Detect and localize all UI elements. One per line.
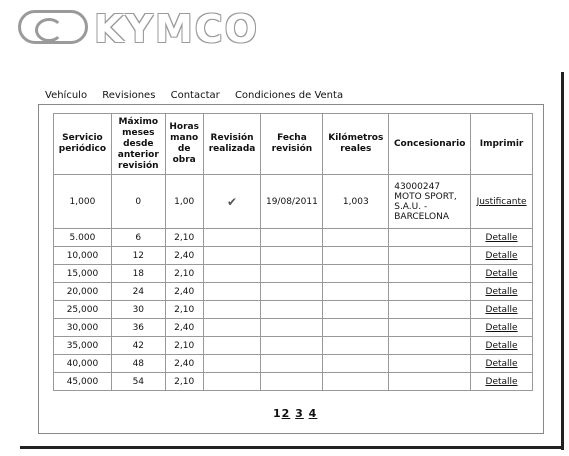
cell-imprimir <box>471 265 533 283</box>
conc-code: 43000247 <box>394 181 441 192</box>
cell-km <box>323 265 389 283</box>
cell-meses: 0 <box>111 175 165 229</box>
cell-fecha <box>261 247 323 265</box>
page-edge-bottom <box>20 446 564 449</box>
page-current: 1 <box>273 407 282 420</box>
detalle-link[interactable]: Detalle <box>485 286 518 297</box>
table-row <box>54 247 533 265</box>
cell-horas: 1,00 <box>165 175 203 229</box>
cell-revision <box>203 355 261 373</box>
cell-revision <box>203 265 261 283</box>
cell-horas: 2,10 <box>165 301 203 319</box>
checkmark-icon: ✔ <box>227 194 238 209</box>
cell-concesionario <box>389 229 471 247</box>
table-row <box>54 229 533 247</box>
conc-name-line2: S.A.U. - <box>394 201 428 212</box>
cell-meses: 42 <box>111 337 165 355</box>
cell-fecha <box>261 283 323 301</box>
cell-servicio: 1,000 <box>54 175 112 229</box>
cell-imprimir <box>471 373 533 391</box>
cell-meses: 30 <box>111 301 165 319</box>
cell-concesionario <box>389 301 471 319</box>
table-row <box>54 319 533 337</box>
cell-concesionario <box>389 247 471 265</box>
cell-horas: 2,10 <box>165 229 203 247</box>
conc-city: BARCELONA <box>394 211 450 222</box>
pagination <box>273 407 317 420</box>
cell-fecha <box>261 265 323 283</box>
cell-meses: 24 <box>111 283 165 301</box>
cell-imprimir <box>471 247 533 265</box>
cell-concesionario <box>389 265 471 283</box>
cell-imprimir <box>471 301 533 319</box>
cell-meses: 36 <box>111 319 165 337</box>
cell-horas: 2,40 <box>165 283 203 301</box>
cell-horas: 2,40 <box>165 355 203 373</box>
table-row <box>54 283 533 301</box>
conc-name-line1: MOTO SPORT, <box>394 191 457 202</box>
kymco-logo <box>18 7 259 51</box>
cell-fecha: 19/08/2011 <box>261 175 323 229</box>
page-link-2[interactable]: 2 <box>281 407 291 420</box>
cell-imprimir <box>471 175 533 229</box>
cell-horas: 2,10 <box>165 265 203 283</box>
cell-concesionario <box>389 283 471 301</box>
cell-km <box>323 283 389 301</box>
cell-revision <box>203 247 261 265</box>
page-link-3[interactable]: 3 <box>295 407 304 420</box>
cell-imprimir <box>471 355 533 373</box>
cell-revision <box>203 301 261 319</box>
table-row <box>54 337 533 355</box>
cell-servicio: 35,000 <box>54 337 112 355</box>
cell-meses: 18 <box>111 265 165 283</box>
cell-km <box>323 229 389 247</box>
detalle-link[interactable]: Detalle <box>485 232 518 243</box>
col-header-revision: Revisión realizada <box>203 114 261 175</box>
cell-fecha <box>261 355 323 373</box>
cell-revision <box>203 337 261 355</box>
cell-km <box>323 355 389 373</box>
cell-meses: 48 <box>111 355 165 373</box>
cell-imprimir <box>471 283 533 301</box>
cell-concesionario <box>389 175 471 229</box>
col-header-servicio: Servicio periódico <box>54 114 112 175</box>
cell-concesionario <box>389 337 471 355</box>
cell-imprimir <box>471 319 533 337</box>
cell-revision <box>203 175 261 229</box>
detalle-link[interactable]: Detalle <box>485 322 518 333</box>
nav-contactar[interactable]: Contactar <box>170 90 220 101</box>
cell-km <box>323 373 389 391</box>
cell-meses: 54 <box>111 373 165 391</box>
cell-revision <box>203 229 261 247</box>
col-header-horas: Horas mano de obra <box>165 114 203 175</box>
detalle-link[interactable]: Detalle <box>485 268 518 279</box>
table-row <box>54 373 533 391</box>
cell-horas: 2,10 <box>165 337 203 355</box>
table-header-row <box>54 114 533 175</box>
col-header-km: Kilómetros reales <box>323 114 389 175</box>
detalle-link[interactable]: Detalle <box>485 376 518 387</box>
revisions-table <box>53 113 533 391</box>
detalle-link[interactable]: Detalle <box>485 340 518 351</box>
cell-km <box>323 301 389 319</box>
cell-km <box>323 319 389 337</box>
cell-revision <box>203 373 261 391</box>
cell-servicio: 45,000 <box>54 373 112 391</box>
col-header-maximo-meses: Máximo meses desde anterior revisión <box>111 114 165 175</box>
nav-vehiculo[interactable]: Vehículo <box>45 90 88 101</box>
cell-concesionario <box>389 355 471 373</box>
cell-meses: 6 <box>111 229 165 247</box>
cell-imprimir <box>471 337 533 355</box>
cell-imprimir <box>471 229 533 247</box>
cell-fecha <box>261 319 323 337</box>
cell-fecha <box>261 373 323 391</box>
logo-emblem-icon <box>18 10 88 44</box>
cell-km <box>323 247 389 265</box>
cell-meses: 12 <box>111 247 165 265</box>
justificante-link[interactable]: Justificante <box>476 196 527 207</box>
table-row <box>54 301 533 319</box>
page-edge-right <box>561 72 564 450</box>
nav-condiciones-venta[interactable]: Condiciones de Venta <box>234 90 344 101</box>
table-row <box>54 265 533 283</box>
cell-fecha <box>261 337 323 355</box>
cell-horas: 2,40 <box>165 319 203 337</box>
cell-concesionario <box>389 373 471 391</box>
page-link-4[interactable]: 4 <box>308 407 318 420</box>
detalle-link[interactable]: Detalle <box>485 304 518 315</box>
cell-servicio: 20,000 <box>54 283 112 301</box>
cell-servicio: 5.000 <box>54 229 112 247</box>
cell-concesionario <box>389 319 471 337</box>
table-row <box>54 355 533 373</box>
table-row <box>54 175 533 229</box>
cell-servicio: 25,000 <box>54 301 112 319</box>
cell-horas: 2,40 <box>165 247 203 265</box>
cell-horas: 2,10 <box>165 373 203 391</box>
nav-revisiones[interactable]: Revisiones <box>102 90 156 101</box>
cell-fecha <box>261 229 323 247</box>
col-header-concesionario: Concesionario <box>389 114 471 175</box>
cell-km: 1,003 <box>323 175 389 229</box>
top-nav <box>45 90 355 101</box>
logo-wordmark: KYMCO <box>94 7 259 51</box>
cell-servicio: 30,000 <box>54 319 112 337</box>
detalle-link[interactable]: Detalle <box>485 250 518 261</box>
cell-servicio: 10,000 <box>54 247 112 265</box>
cell-servicio: 15,000 <box>54 265 112 283</box>
col-header-imprimir: Imprimir <box>471 114 533 175</box>
detalle-link[interactable]: Detalle <box>485 358 518 369</box>
cell-km <box>323 337 389 355</box>
cell-fecha <box>261 301 323 319</box>
cell-servicio: 40,000 <box>54 355 112 373</box>
cell-revision <box>203 319 261 337</box>
cell-revision <box>203 283 261 301</box>
col-header-fecha: Fecha revisión <box>261 114 323 175</box>
